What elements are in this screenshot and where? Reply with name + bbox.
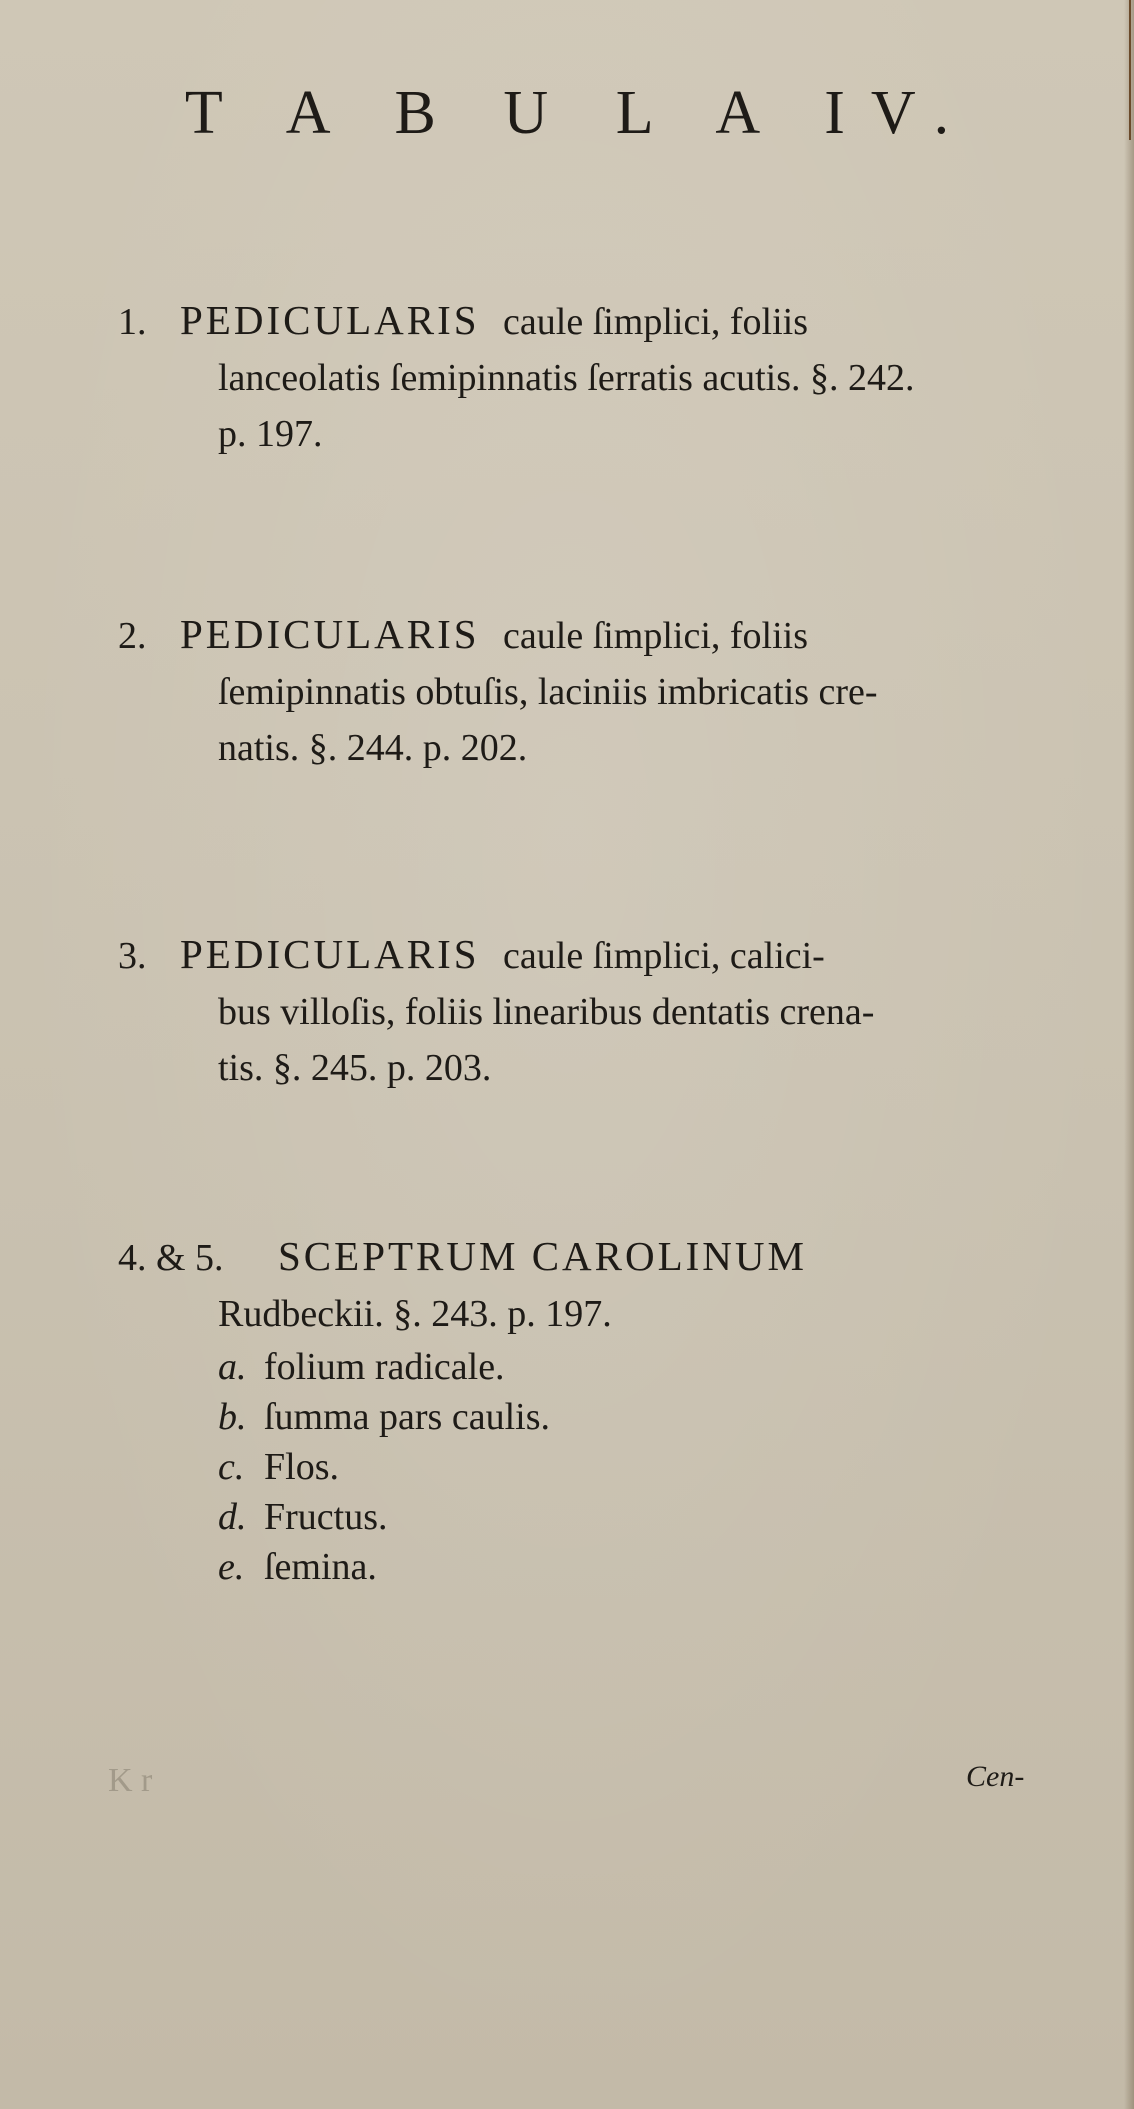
- entry-4-5-number: 4. & 5.: [118, 1237, 224, 1279]
- entry-1-line-2: lanceolatis ſemipinnatis ſerratis acutis. §. 242.: [218, 357, 915, 399]
- entry-4-5-first-line: [118, 1228, 1058, 1286]
- part-b: [218, 1392, 1058, 1442]
- page-title: T A B U L A IV.: [184, 79, 976, 147]
- entry-3-line-1: caule ſimplici, calici-: [503, 935, 825, 977]
- part-d-letter: d.: [218, 1496, 247, 1538]
- entry-2-line-2: ſemipinnatis obtuſis, laciniis imbricatis cre-: [218, 671, 878, 713]
- part-d: [218, 1492, 1058, 1542]
- entry-3-number: 3.: [118, 935, 147, 977]
- part-b-letter: b.: [218, 1396, 247, 1438]
- catchword: Cen-: [966, 1760, 1025, 1793]
- entry-1-line-1: caule ſimplici, foliis: [503, 301, 809, 343]
- part-e: [218, 1542, 1058, 1592]
- entry-2-line-1: caule ſimplici, foliis: [503, 615, 809, 657]
- entry-2-first-line: [118, 606, 1058, 664]
- part-a-letter: a.: [218, 1346, 247, 1388]
- entry-1-number: 1.: [118, 301, 147, 343]
- entry-3: [118, 926, 1058, 1096]
- part-a-text: folium radicale.: [264, 1346, 505, 1388]
- part-c-letter: c.: [218, 1446, 245, 1488]
- faint-footer-mark: K r: [108, 1762, 153, 1799]
- entry-2-line-3: natis. §. 244. p. 202.: [218, 727, 528, 769]
- parts-list: [118, 1342, 1058, 1592]
- entry-1-head: PEDICULARIS: [180, 297, 480, 343]
- page-edge-shadow: [1124, 0, 1134, 2109]
- entry-4-5: [118, 1228, 1058, 1592]
- part-a: [218, 1342, 1058, 1392]
- entry-2-number: 2.: [118, 615, 147, 657]
- part-d-text: Fructus.: [264, 1496, 388, 1538]
- entry-1: [118, 292, 1058, 462]
- entry-2: [118, 606, 1058, 776]
- part-c-text: Flos.: [264, 1446, 339, 1488]
- entry-3-head: PEDICULARIS: [180, 931, 480, 977]
- entry-3-line-3: tis. §. 245. p. 203.: [218, 1047, 492, 1089]
- part-e-letter: e.: [218, 1546, 245, 1588]
- part-b-text: ſumma pars caulis.: [264, 1396, 550, 1438]
- part-e-text: ſemina.: [264, 1546, 377, 1588]
- entry-3-first-line: [118, 926, 1058, 984]
- entry-2-head: PEDICULARIS: [180, 611, 480, 657]
- entry-1-line-3: p. 197.: [218, 413, 323, 455]
- entry-3-line-2: bus villoſis, foliis linearibus dentatis crena-: [218, 991, 875, 1033]
- part-c: [218, 1442, 1058, 1492]
- entry-4-5-line-2: Rudbeckii. §. 243. p. 197.: [218, 1293, 612, 1335]
- entry-4-5-head: SCEPTRUM CAROLINUM: [278, 1233, 807, 1279]
- entry-1-first-line: [118, 292, 1058, 350]
